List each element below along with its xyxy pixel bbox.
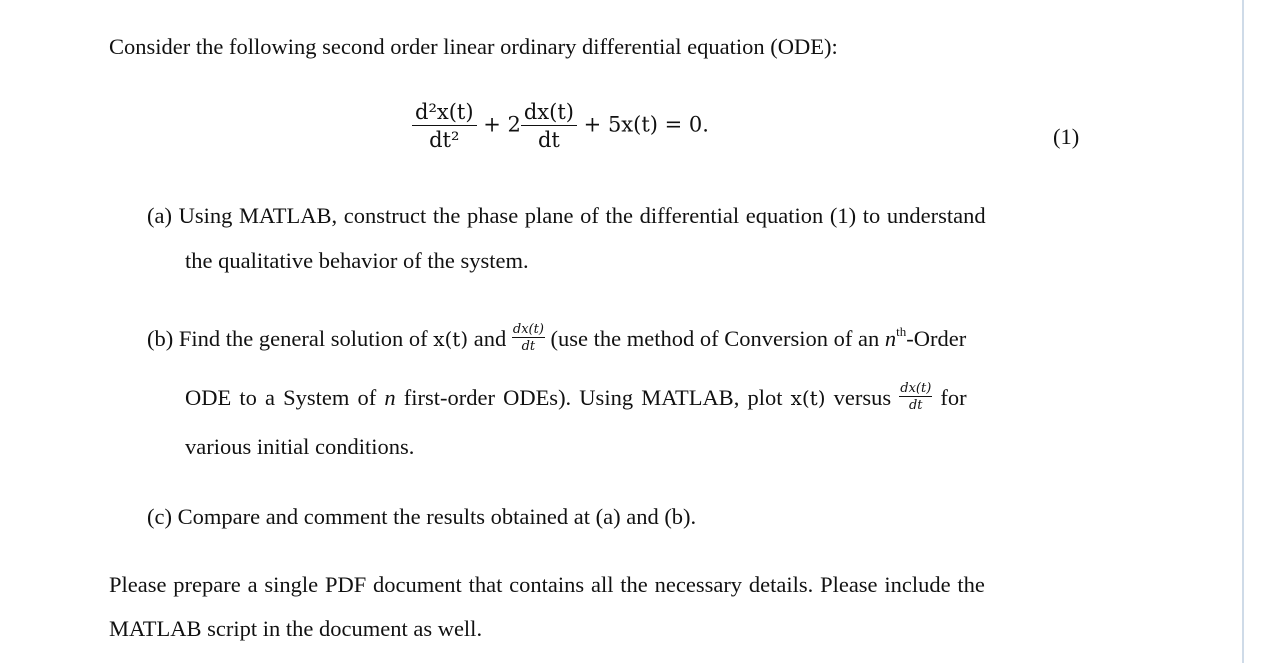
part-b-line1: (b) Find the general solution of x(t) and $\frac{dx(t)}{dt}$ (use the method of Conversion of an $n^{th}$-Order: [147, 322, 967, 354]
plus-two: + 2: [483, 112, 521, 137]
dxdt-fraction: $\frac{dx(t)}{dt}$: [512, 322, 544, 354]
closing-line1: Please prepare a single PDF document that contains all the necessary details. Please include the: [109, 572, 985, 597]
closing-line2: MATLAB script in the document as well.: [109, 616, 483, 641]
part-b-line2: ODE to a System of n first-order ODEs). Using MATLAB, plot x(t) versus $\frac{dx(t)}{dt}$ for: [185, 381, 967, 413]
x-of-t: x(t): [790, 386, 826, 411]
ode-equation: [412, 100, 709, 152]
page-edge-rule: [1242, 0, 1244, 663]
equation-number: (1): [1053, 124, 1080, 149]
x-of-t: x(t): [433, 327, 469, 352]
equation-tail: + 5x(t) = 0.: [583, 112, 709, 137]
part-b-line3: various initial conditions.: [185, 434, 415, 459]
dxdt-fraction: $\frac{dx(t)}{dt}$: [900, 381, 932, 413]
first-derivative-fraction: $\frac{dx(t)}{dt}$: [521, 100, 577, 152]
part-c-text: (c) Compare and comment the results obtained at (a) and (b).: [147, 504, 697, 529]
part-a-line2: the qualitative behavior of the system.: [185, 248, 529, 273]
second-derivative-fraction: $\frac{\text{d²x(t)}}{\text{dt²}}$: [412, 100, 477, 152]
part-a-line1: (a) Using MATLAB, construct the phase plane of the differential equation (1) to understand: [147, 203, 986, 228]
intro-text: Consider the following second order linear ordinary differential equation (ODE):: [109, 34, 838, 59]
